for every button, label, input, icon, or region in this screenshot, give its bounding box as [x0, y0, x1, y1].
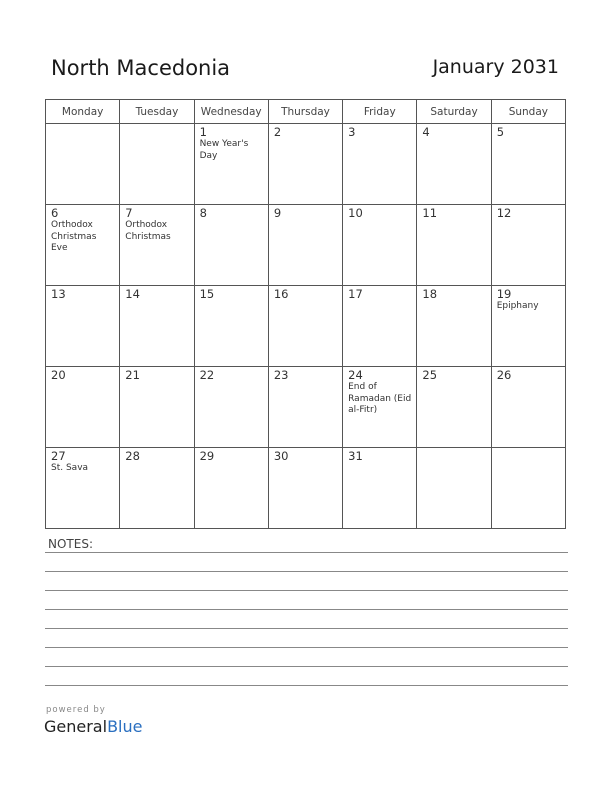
- day-cell: [343, 124, 417, 205]
- day-cell: [46, 286, 120, 367]
- holiday-label: New Year's Day: [199, 139, 249, 161]
- day-number: 28: [125, 449, 140, 463]
- day-cell: [343, 448, 417, 529]
- day-cell: [120, 205, 194, 286]
- day-cell: [120, 286, 194, 367]
- day-cell: [491, 286, 565, 367]
- notes-line: [45, 571, 568, 572]
- day-number: 2: [273, 125, 282, 139]
- day-number: 23: [273, 368, 289, 382]
- day-number: 18: [422, 287, 438, 301]
- day-cell: [343, 205, 417, 286]
- holiday-label: Orthodox Christmas: [125, 220, 171, 242]
- powered-by-text: powered by: [46, 705, 106, 715]
- notes-line: [45, 666, 568, 667]
- day-cell: [343, 367, 417, 448]
- day-number: 29: [199, 449, 215, 463]
- day-number: 7: [125, 206, 133, 220]
- weekday-header: Friday: [343, 100, 417, 124]
- week-row: [46, 205, 566, 286]
- day-number: 26: [496, 368, 512, 382]
- holiday-label: St. Sava: [51, 463, 89, 473]
- day-number: 3: [348, 125, 356, 139]
- day-number: 31: [348, 449, 363, 463]
- weekday-header: Thursday: [268, 100, 342, 124]
- day-cell: [46, 124, 120, 205]
- holiday-label: Epiphany: [496, 301, 539, 311]
- notes-line: [45, 609, 568, 610]
- day-number: 16: [273, 287, 289, 301]
- day-cell: [120, 448, 194, 529]
- day-number: 11: [422, 206, 438, 220]
- day-number: 14: [125, 287, 140, 301]
- day-cell: [268, 286, 342, 367]
- week-row: [46, 448, 566, 529]
- day-number: 19: [496, 287, 512, 301]
- day-cell: [194, 205, 268, 286]
- brand-general: General: [44, 717, 108, 736]
- weekday-header: Saturday: [417, 100, 491, 124]
- day-cell: [268, 124, 342, 205]
- day-cell: [194, 367, 268, 448]
- day-number: 12: [496, 206, 512, 220]
- day-number: 22: [199, 368, 215, 382]
- day-number: 27: [51, 449, 66, 463]
- week-row: [46, 286, 566, 367]
- day-number: 6: [51, 206, 59, 220]
- month-title: January 2031: [432, 56, 559, 78]
- brand-blue: Blue: [107, 717, 143, 736]
- notes-line: [45, 590, 568, 591]
- day-cell: [268, 448, 342, 529]
- day-cell: [417, 448, 491, 529]
- day-number: 10: [348, 206, 363, 220]
- day-cell: [343, 286, 417, 367]
- weekday-header: Wednesday: [194, 100, 268, 124]
- notes-label: NOTES:: [48, 537, 93, 551]
- day-cell: [46, 205, 120, 286]
- weekday-header: Sunday: [491, 100, 565, 124]
- week-row: [46, 367, 566, 448]
- day-cell: [46, 448, 120, 529]
- day-cell: [194, 124, 268, 205]
- day-cell: [491, 205, 565, 286]
- notes-line: [45, 647, 568, 648]
- day-number: 21: [125, 368, 140, 382]
- day-cell: [268, 367, 342, 448]
- calendar-body: [46, 124, 566, 529]
- weekday-header: Monday: [46, 100, 120, 124]
- weekday-header: Tuesday: [120, 100, 194, 124]
- day-cell: [417, 124, 491, 205]
- day-number: 1: [199, 125, 207, 139]
- weekday-header-row: [46, 100, 566, 124]
- day-number: 8: [199, 206, 207, 220]
- day-number: 17: [348, 287, 363, 301]
- day-number: 4: [422, 125, 430, 139]
- day-number: 9: [273, 206, 282, 220]
- day-cell: [120, 367, 194, 448]
- country-title: North Macedonia: [51, 56, 231, 80]
- day-cell: [120, 124, 194, 205]
- week-row: [46, 124, 566, 205]
- day-cell: [46, 367, 120, 448]
- day-cell: [491, 448, 565, 529]
- calendar-grid: [45, 99, 566, 529]
- holiday-label: End of Ramadan (Eid al-Fitr): [348, 382, 412, 415]
- day-number: 13: [51, 287, 66, 301]
- day-cell: [194, 448, 268, 529]
- day-cell: [417, 367, 491, 448]
- day-number: 25: [422, 368, 438, 382]
- day-number: 15: [199, 287, 215, 301]
- day-cell: [491, 124, 565, 205]
- day-cell: [268, 205, 342, 286]
- holiday-label: Orthodox Christmas Eve: [51, 220, 97, 253]
- notes-line: [45, 628, 568, 629]
- day-number: 5: [496, 125, 505, 139]
- day-number: 24: [348, 368, 363, 382]
- day-cell: [194, 286, 268, 367]
- day-number: 30: [273, 449, 289, 463]
- notes-line: [45, 685, 568, 686]
- brand-logo: [44, 717, 142, 736]
- notes-line: [45, 552, 568, 553]
- day-cell: [417, 205, 491, 286]
- day-cell: [491, 367, 565, 448]
- day-number: 20: [51, 368, 66, 382]
- day-cell: [417, 286, 491, 367]
